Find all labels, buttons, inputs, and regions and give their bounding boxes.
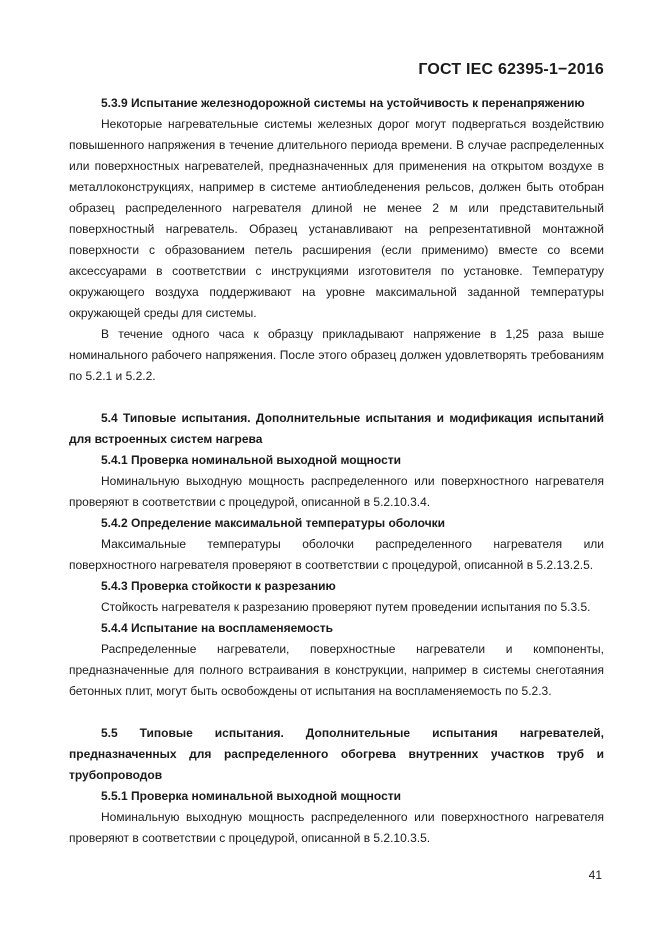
section-5-4-heading: 5.4 Типовые испытания. Дополнительные испытания и модификация испытаний для встроенных систем нагрева	[69, 411, 604, 446]
document-body	[69, 93, 604, 849]
page-number: 41	[588, 868, 602, 882]
section-5-5-1-heading: 5.5.1 Проверка номинальной выходной мощности	[101, 789, 402, 803]
section-5-4-4-text: Распределенные нагреватели, поверхностные нагреватели и компоненты, предназначенные для полного встраивания в конструкции, например в системы снеготаяния бетонных плит, могут быть освобождены от испытания на воспламеняемость по 5.2.3.	[69, 642, 604, 698]
document-header-standard-code: ГОСТ IEC 62395-1−2016	[418, 61, 604, 78]
section-5-5-heading: 5.5 Типовые испытания. Дополнительные испытания нагревателей, предназначенных для распределенного обогрева внутренних участков труб и трубопроводов	[69, 726, 604, 782]
section-5-3-9-paragraph-1: Некоторые нагревательные системы железных дорог могут подвергаться воздействию повышенного напряжения в течение длительного периода времени. В случае распределенных или поверхностных нагревателей, предназначенных для применения на открытом воздухе в металлоконструкциях, например в системе антиобледенения рельсов, должен быть отобран образец распределенного нагревателя длиной не менее 2 м или представительный поверхностный нагреватель. Образец устанавливают на репрезентативной монтажной поверхности с образованием петель расширения (если применимо) вместе со всеми аксессуарами в соответствии с инструкциями изготовителя по установке. Температуру окружающего воздуха поддерживают на уровне максимальной заданной температуры окружающей среды для системы.	[69, 117, 604, 320]
section-5-4-1-text: Номинальную выходную мощность распределенного или поверхностного нагревателя проверяют в соответствии с процедурой, описанной в 5.2.10.3.4.	[69, 474, 604, 509]
section-5-4-2-heading: 5.4.2 Определение максимальной температуры оболочки	[101, 516, 446, 530]
section-5-4-1-heading: 5.4.1 Проверка номинальной выходной мощности	[101, 453, 402, 467]
section-5-3-9-heading: 5.3.9 Испытание железнодорожной системы на устойчивость к перенапряжению	[101, 96, 585, 110]
section-5-4-2-text: Максимальные температуры оболочки распределенного нагревателя или поверхностного нагревателя проверяют в соответствии с процедурой, описанной в 5.2.13.2.5.	[69, 537, 604, 572]
section-5-3-9-paragraph-2: В течение одного часа к образцу прикладывают напряжение в 1,25 раза выше номинального рабочего напряжения. После этого образец должен удовлетворять требованиям по 5.2.1 и 5.2.2.	[69, 327, 604, 383]
section-spacer	[69, 702, 604, 723]
section-5-4-3-text: Стойкость нагревателя к разрезанию проверяют путем проведении испытания по 5.3.5.	[101, 600, 591, 614]
section-spacer	[69, 387, 604, 408]
section-5-5-1-text: Номинальную выходную мощность распределенного или поверхностного нагревателя проверяют в соответствии с процедурой, описанной в 5.2.10.3.5.	[69, 810, 604, 845]
section-5-4-3-heading: 5.4.3 Проверка стойкости к разрезанию	[101, 579, 336, 593]
section-5-4-4-heading: 5.4.4 Испытание на воспламеняемость	[101, 621, 334, 635]
